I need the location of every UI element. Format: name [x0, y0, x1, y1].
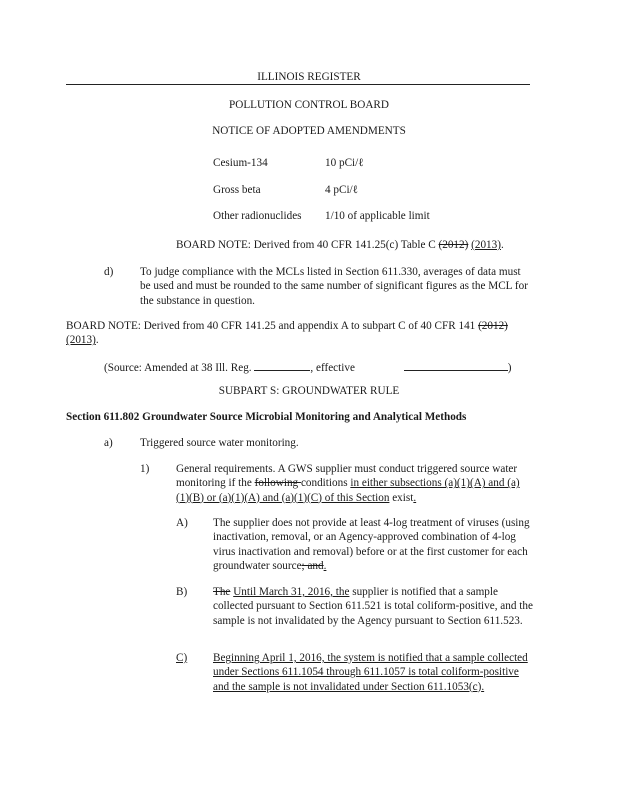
board-note-1: BOARD NOTE: Derived from 40 CFR 141.25(c) Table C (2012) (2013).: [176, 239, 504, 251]
board-note-2: BOARD NOTE: Derived from 40 CFR 141.25 and appendix A to subpart C of 40 CFR 141 (2012) (2013).: [66, 320, 508, 347]
item-a-label: a): [104, 437, 113, 449]
table-row-value: 10 pCi/ℓ: [325, 157, 364, 169]
item-A-text: The supplier does not provide at least 4-log treatment of viruses (using inactivation, removal, or an Agency-approved combination of 4-log virus inactivation and removal) before or at the first customer for each groundwater source; and.: [213, 517, 530, 572]
board-note-1-text: BOARD NOTE: Derived from 40 CFR 141.25(c) Table C: [176, 239, 439, 251]
subpart-title: SUBPART S: GROUNDWATER RULE: [218, 385, 400, 397]
item-B-text: The Until March 31, 2016, the supplier is notified that a sample collected pursuant to Section 611.521 is total coliform-positive, and the sample is not invalidated by the Agency pursuant to Section 611.523.: [213, 586, 533, 627]
table-row-value: 1/10 of applicable limit: [325, 210, 430, 222]
table-row-name: Cesium-134: [213, 157, 268, 169]
notice-title: NOTICE OF ADOPTED AMENDMENTS: [212, 125, 406, 137]
item-1-added: in either subsections (a)(1)(A) and (a)(1)(B) or (a)(1)(A) and (a)(1)(C) of this Section: [176, 477, 520, 504]
board-note-1-struck: (2012): [438, 239, 469, 251]
board-note-1-added: (2013): [471, 239, 501, 251]
board-title: POLLUTION CONTROL BOARD: [229, 99, 389, 111]
section-heading: Section 611.802 Groundwater Source Microbial Monitoring and Analytical Methods: [66, 411, 467, 423]
item-C-added: Beginning April 1, 2016, the system is notified that a sample collected under Sections 611.1054 through 611.1057 is total coliform-positive and the sample is not invalidated under Section 611.1053(c): [213, 652, 528, 693]
board-note-2-added: (2013): [66, 334, 96, 347]
board-note-2-struck: (2012): [478, 320, 508, 332]
item-1-struck: following: [254, 477, 301, 490]
item-d-text: To judge compliance with the MCLs listed in Section 611.330, averages of data must be used and must be rounded to the same number of significant figures as the MCL for the substance in question.: [140, 266, 528, 307]
item-1-label: 1): [140, 463, 150, 475]
item-B-added: Until March 31, 2016, the: [233, 586, 350, 598]
table-row-name: Gross beta: [213, 184, 261, 196]
board-note-2-text: BOARD NOTE: Derived from 40 CFR 141.25 and appendix A to subpart C of 40 CFR 141: [66, 320, 476, 332]
item-B-struck: The: [213, 586, 231, 598]
register-title: ILLINOIS REGISTER: [257, 71, 361, 83]
item-C-text: Beginning April 1, 2016, the system is notified that a sample collected under Sections 611.1054 through 611.1057 is total coliform-positive and the sample is not invalidated under Section 611.1053(c).: [213, 652, 528, 693]
source-line: (Source: Amended at 38 Ill. Reg. , effective ): [104, 362, 512, 374]
item-A-label: A): [176, 517, 188, 529]
effective-date-blank: [404, 360, 508, 371]
item-C-label: C): [176, 652, 188, 664]
item-B-label: B): [176, 586, 188, 598]
table-row-name: Other radionuclides: [213, 210, 302, 222]
item-1-text: General requirements. A GWS supplier must conduct triggered source water monitoring if the following conditions in either subsections (a)(1)(A) and (a)(1)(B) or (a)(1)(A) and (a)(1)(C) of this Section exist.: [176, 463, 520, 504]
item-a-text: Triggered source water monitoring.: [140, 437, 299, 449]
register-blank: [254, 360, 310, 371]
item-d-label: d): [104, 266, 114, 278]
item-A-struck: ; and: [301, 559, 324, 572]
table-row-value: 4 pCi/ℓ: [325, 184, 359, 196]
